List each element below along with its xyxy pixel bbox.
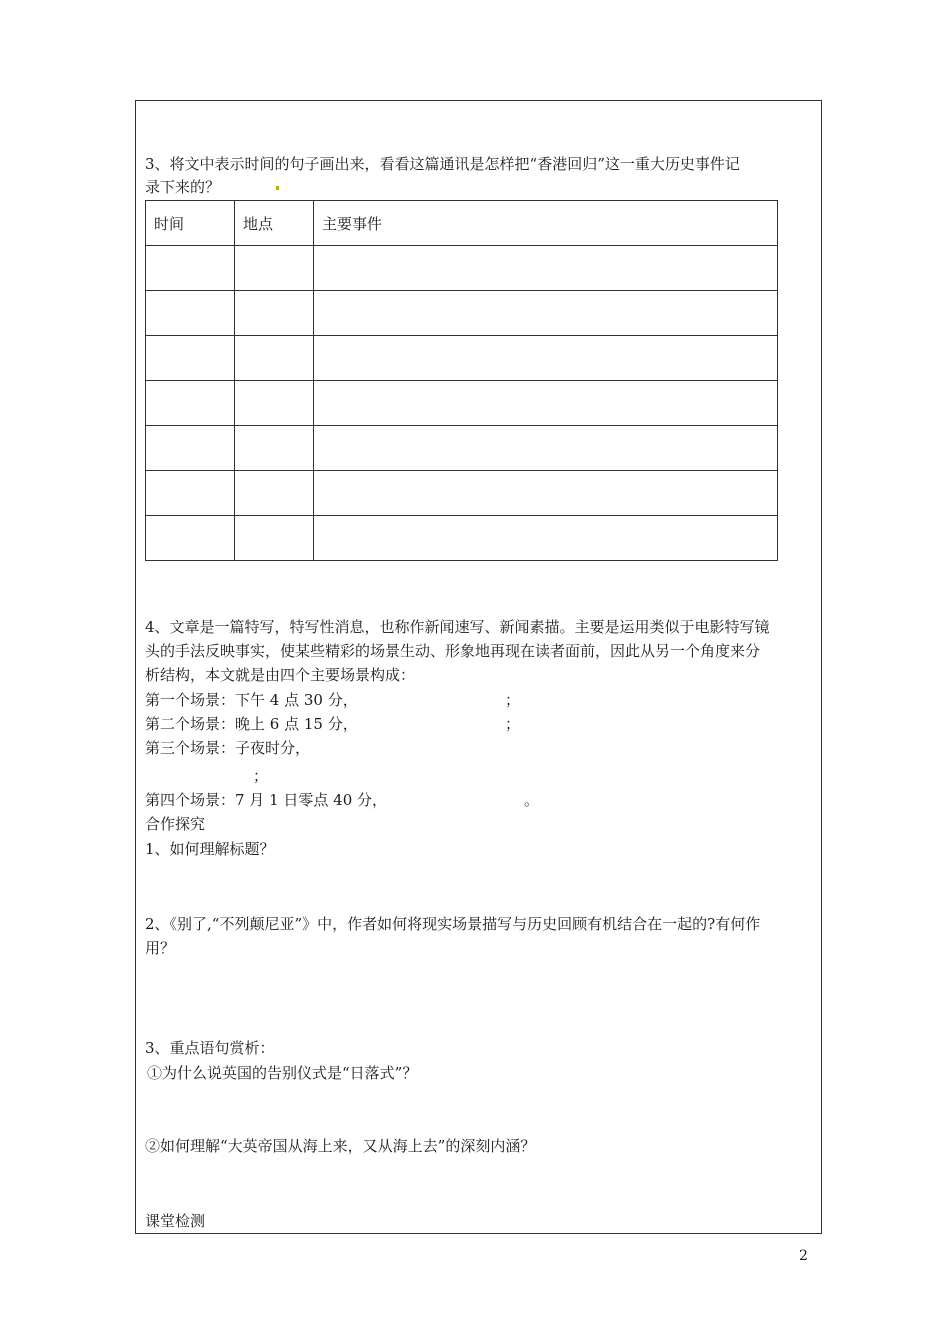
- table-cell: [314, 516, 778, 561]
- table-cell: [235, 381, 314, 426]
- explore-q3: 3、重点语句赏析：: [145, 1039, 275, 1057]
- explore-q3-b: ②如何理解“大英帝国从海上来，又从海上去”的深刻内涵？: [145, 1137, 536, 1155]
- table-cell: [314, 471, 778, 516]
- table-header-row: [146, 201, 778, 246]
- table-cell: [235, 471, 314, 516]
- q4-line2: 头的手法反映事实，使某些精彩的场景生动、形象地再现在读者面前，因此从另一个角度来分: [145, 642, 761, 660]
- table-row: [146, 381, 778, 426]
- table-cell: [235, 336, 314, 381]
- table-cell: [146, 336, 235, 381]
- marker-dot: [276, 186, 279, 190]
- scene4-label: 第四个场景：7 月 1 日零点 40 分，: [145, 791, 388, 809]
- table-row: [146, 291, 778, 336]
- table-row: [146, 246, 778, 291]
- explore-q2-line1: 2、《别了,“不列颠尼亚”》中，作者如何将现实场景描写与历史回顾有机结合在一起的?有何作: [145, 915, 761, 933]
- events-table: [145, 200, 778, 561]
- scene3-end: ；: [253, 767, 269, 785]
- table-cell: [146, 471, 235, 516]
- scene4-end: 。: [524, 791, 540, 809]
- header-time: 时间: [146, 201, 235, 246]
- header-place: 地点: [235, 201, 314, 246]
- page-number: 2: [799, 1248, 808, 1264]
- table-cell: [146, 381, 235, 426]
- header-event: 主要事件: [314, 201, 778, 246]
- table-cell: [235, 291, 314, 336]
- table-cell: [235, 246, 314, 291]
- scene2-label: 第二个场景：晚上 6 点 15 分，: [145, 715, 358, 733]
- table-cell: [314, 291, 778, 336]
- table-cell: [146, 291, 235, 336]
- q4-line1: 4、文章是一篇特写，特写性消息，也称作新闻速写、新闻素描。主要是运用类似于电影特写镜: [145, 618, 770, 636]
- q3-line1: 3、将文中表示时间的句子画出来，看看这篇通讯是怎样把“香港回归”这一重大历史事件记: [145, 155, 740, 173]
- scene1-end: ；: [505, 691, 521, 709]
- scene1-label: 第一个场景：下午 4 点 30 分，: [145, 691, 358, 709]
- explore-heading: 合作探究: [145, 815, 206, 833]
- table-cell: [314, 426, 778, 471]
- explore-q3-a: ①为什么说英国的告别仪式是“日落式”？: [147, 1064, 418, 1082]
- table-cell: [314, 336, 778, 381]
- table-cell: [314, 381, 778, 426]
- table-row: [146, 426, 778, 471]
- q3-line2: 录下来的？: [145, 178, 221, 196]
- table-cell: [146, 516, 235, 561]
- explore-q2-line2: 用？: [145, 939, 176, 957]
- table-cell: [235, 516, 314, 561]
- table-cell: [314, 246, 778, 291]
- explore-q1: 1、如何理解标题？: [145, 840, 275, 858]
- table-row: [146, 516, 778, 561]
- table-cell: [146, 246, 235, 291]
- table-row: [146, 336, 778, 381]
- table-cell: [235, 426, 314, 471]
- scene3-label: 第三个场景：子夜时分，: [145, 739, 311, 757]
- table-cell: [146, 426, 235, 471]
- q4-line3: 析结构，本文就是由四个主要场景构成：: [145, 666, 416, 684]
- check-heading: 课堂检测: [145, 1212, 206, 1230]
- scene2-end: ；: [505, 715, 521, 733]
- table-row: [146, 471, 778, 516]
